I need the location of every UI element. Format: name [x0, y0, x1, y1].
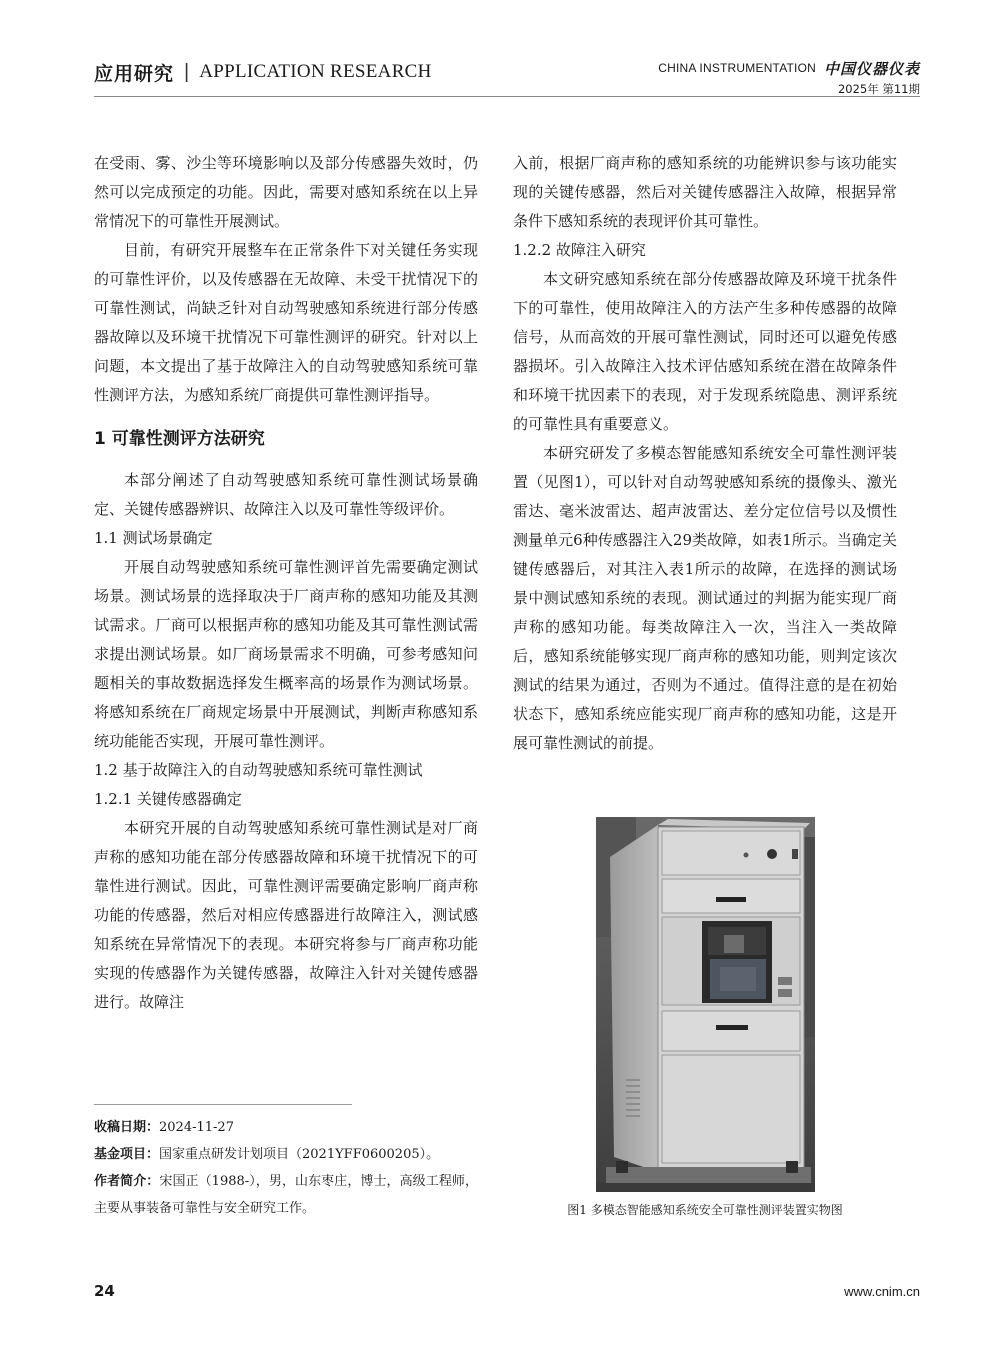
author-label: 作者简介： — [94, 1174, 160, 1189]
header-divider — [94, 96, 920, 97]
fund-label: 基金项目： — [94, 1147, 160, 1162]
left-column — [94, 149, 478, 1017]
section-title-cn: 应用研究 — [94, 62, 175, 85]
body-paragraph: 在受雨、雾、沙尘等环境影响以及部分传感器失效时，仍然可以完成预定的功能。因此，需要对感知系统在以上异常情况下的可靠性开展测试。 — [94, 154, 478, 230]
right-column — [513, 149, 897, 758]
website-url: www.cnim.cn — [844, 1284, 920, 1299]
body-paragraph: 开展自动驾驶感知系统可靠性测评首先需要确定测试场景。测试场景的选择取决于厂商声称的感知功能及其测试需求。厂商可以根据声称的感知功能及其可靠性测试需求提出测试场景。如厂商场景需求不明确，可参考感知问题相关的事故数据选择发生概率高的场景作为测试场景。将感知系统在厂商规定场景中开展测试，判断声称感知系统功能能否实现，开展可靠性测评。 — [94, 558, 478, 750]
body-paragraph: 本部分阐述了自动驾驶感知系统可靠性测试场景确定、关键传感器辨识、故障注入以及可靠性等级评价。 — [94, 471, 478, 518]
section-title-en: APPLICATION RESEARCH — [199, 61, 432, 82]
section-heading-1: 1 可靠性测评方法研究 — [94, 429, 265, 449]
received-date-note — [94, 1114, 478, 1141]
header-separator: | — [184, 60, 190, 83]
footnote-divider — [94, 1104, 352, 1105]
subsection-heading-1-2-2: 1.2.2 故障注入研究 — [513, 241, 646, 259]
journal-logo-cn: 中国仪器仪表 — [823, 59, 920, 78]
body-paragraph: 入前，根据厂商声称的感知系统的功能辨识参与该功能实现的关键传感器，然后对关键传感器注入故障，根据异常条件下感知系统的表现评价其可靠性。 — [513, 154, 897, 230]
running-header-right — [658, 58, 920, 97]
received-date-label: 收稿日期： — [94, 1120, 160, 1135]
subsection-heading-1-2: 1.2 基于故障注入的自动驾驶感知系统可靠性测试 — [94, 761, 423, 779]
body-paragraph: 目前，有研究开展整车在正常条件下对关键任务实现的可靠性评价，以及传感器在无故障、未受干扰情况下的可靠性测试，尚缺乏针对自动驾驶感知系统进行部分传感器故障以及环境干扰情况下可靠性测评的研究。针对以上问题，本文提出了基于故障注入的自动驾驶感知系统可靠性测评方法，为感知系统厂商提供可靠性测评指导。 — [94, 241, 478, 404]
footnotes — [94, 1114, 478, 1222]
page-number: 24 — [94, 1282, 115, 1300]
author-value: 宋国正（1988-），男，山东枣庄，博士，高级工程师，主要从事装备可靠性与安全研究工作。 — [94, 1174, 478, 1216]
received-date-value: 2024-11-27 — [159, 1120, 234, 1135]
body-paragraph: 本研究研发了多模态智能感知系统安全可靠性测评装置（见图1），可以针对自动驾驶感知系统的摄像头、激光雷达、毫米波雷达、超声波雷达、差分定位信号以及惯性测量单元6种传感器注入29类故障，如表1所示。当确定关键传感器后，对其注入表1所示的故障，在选择的测试场景中测试感知系统的表现。测试通过的判据为能实现厂商声称的感知功能。每类故障注入一次，当注入一类故障后，感知系统能够实现厂商声称的感知功能，则判定该次测试的结果为通过，否则为不通过。值得注意的是在初始状态下，感知系统应能实现厂商声称的感知功能，这是开展可靠性测试的前提。 — [513, 444, 897, 752]
issue-number: 2025年 第11期 — [837, 82, 920, 96]
cabinet-photo-illustration — [596, 817, 815, 1192]
author-note — [94, 1168, 478, 1222]
body-paragraph: 本研究开展的自动驾驶感知系统可靠性测试是对厂商声称的感知功能在部分传感器故障和环境干扰情况下的可靠性进行测试。因此，可靠性测评需要确定影响厂商声称功能的传感器，然后对相应传感器进行故障注入，测试感知系统在异常情况下的表现。本研究将参与厂商声称功能实现的传感器作为关键传感器，故障注入针对关键传感器进行。故障注 — [94, 819, 478, 1011]
journal-name-en: CHINA INSTRUMENTATION — [658, 61, 816, 75]
figure-1-caption: 图1 多模态智能感知系统安全可靠性测评装置实物图 — [567, 1203, 843, 1217]
running-header-left — [94, 58, 432, 86]
fund-value: 国家重点研发计划项目（2021YFF0600205）。 — [159, 1147, 440, 1162]
body-paragraph: 本文研究感知系统在部分传感器故障及环境干扰条件下的可靠性，使用故障注入的方法产生多种传感器的故障信号，从而高效的开展可靠性测试，同时还可以避免传感器损坏。引入故障注入技术评估感知系统在潜在故障条件和环境干扰因素下的表现，对于发现系统隐患、测评系统的可靠性具有重要意义。 — [513, 270, 897, 433]
figure-1-photo — [596, 817, 815, 1192]
subsection-heading-1-2-1: 1.2.1 关键传感器确定 — [94, 790, 242, 808]
fund-note — [94, 1141, 478, 1168]
subsection-heading-1-1: 1.1 测试场景确定 — [94, 529, 213, 547]
